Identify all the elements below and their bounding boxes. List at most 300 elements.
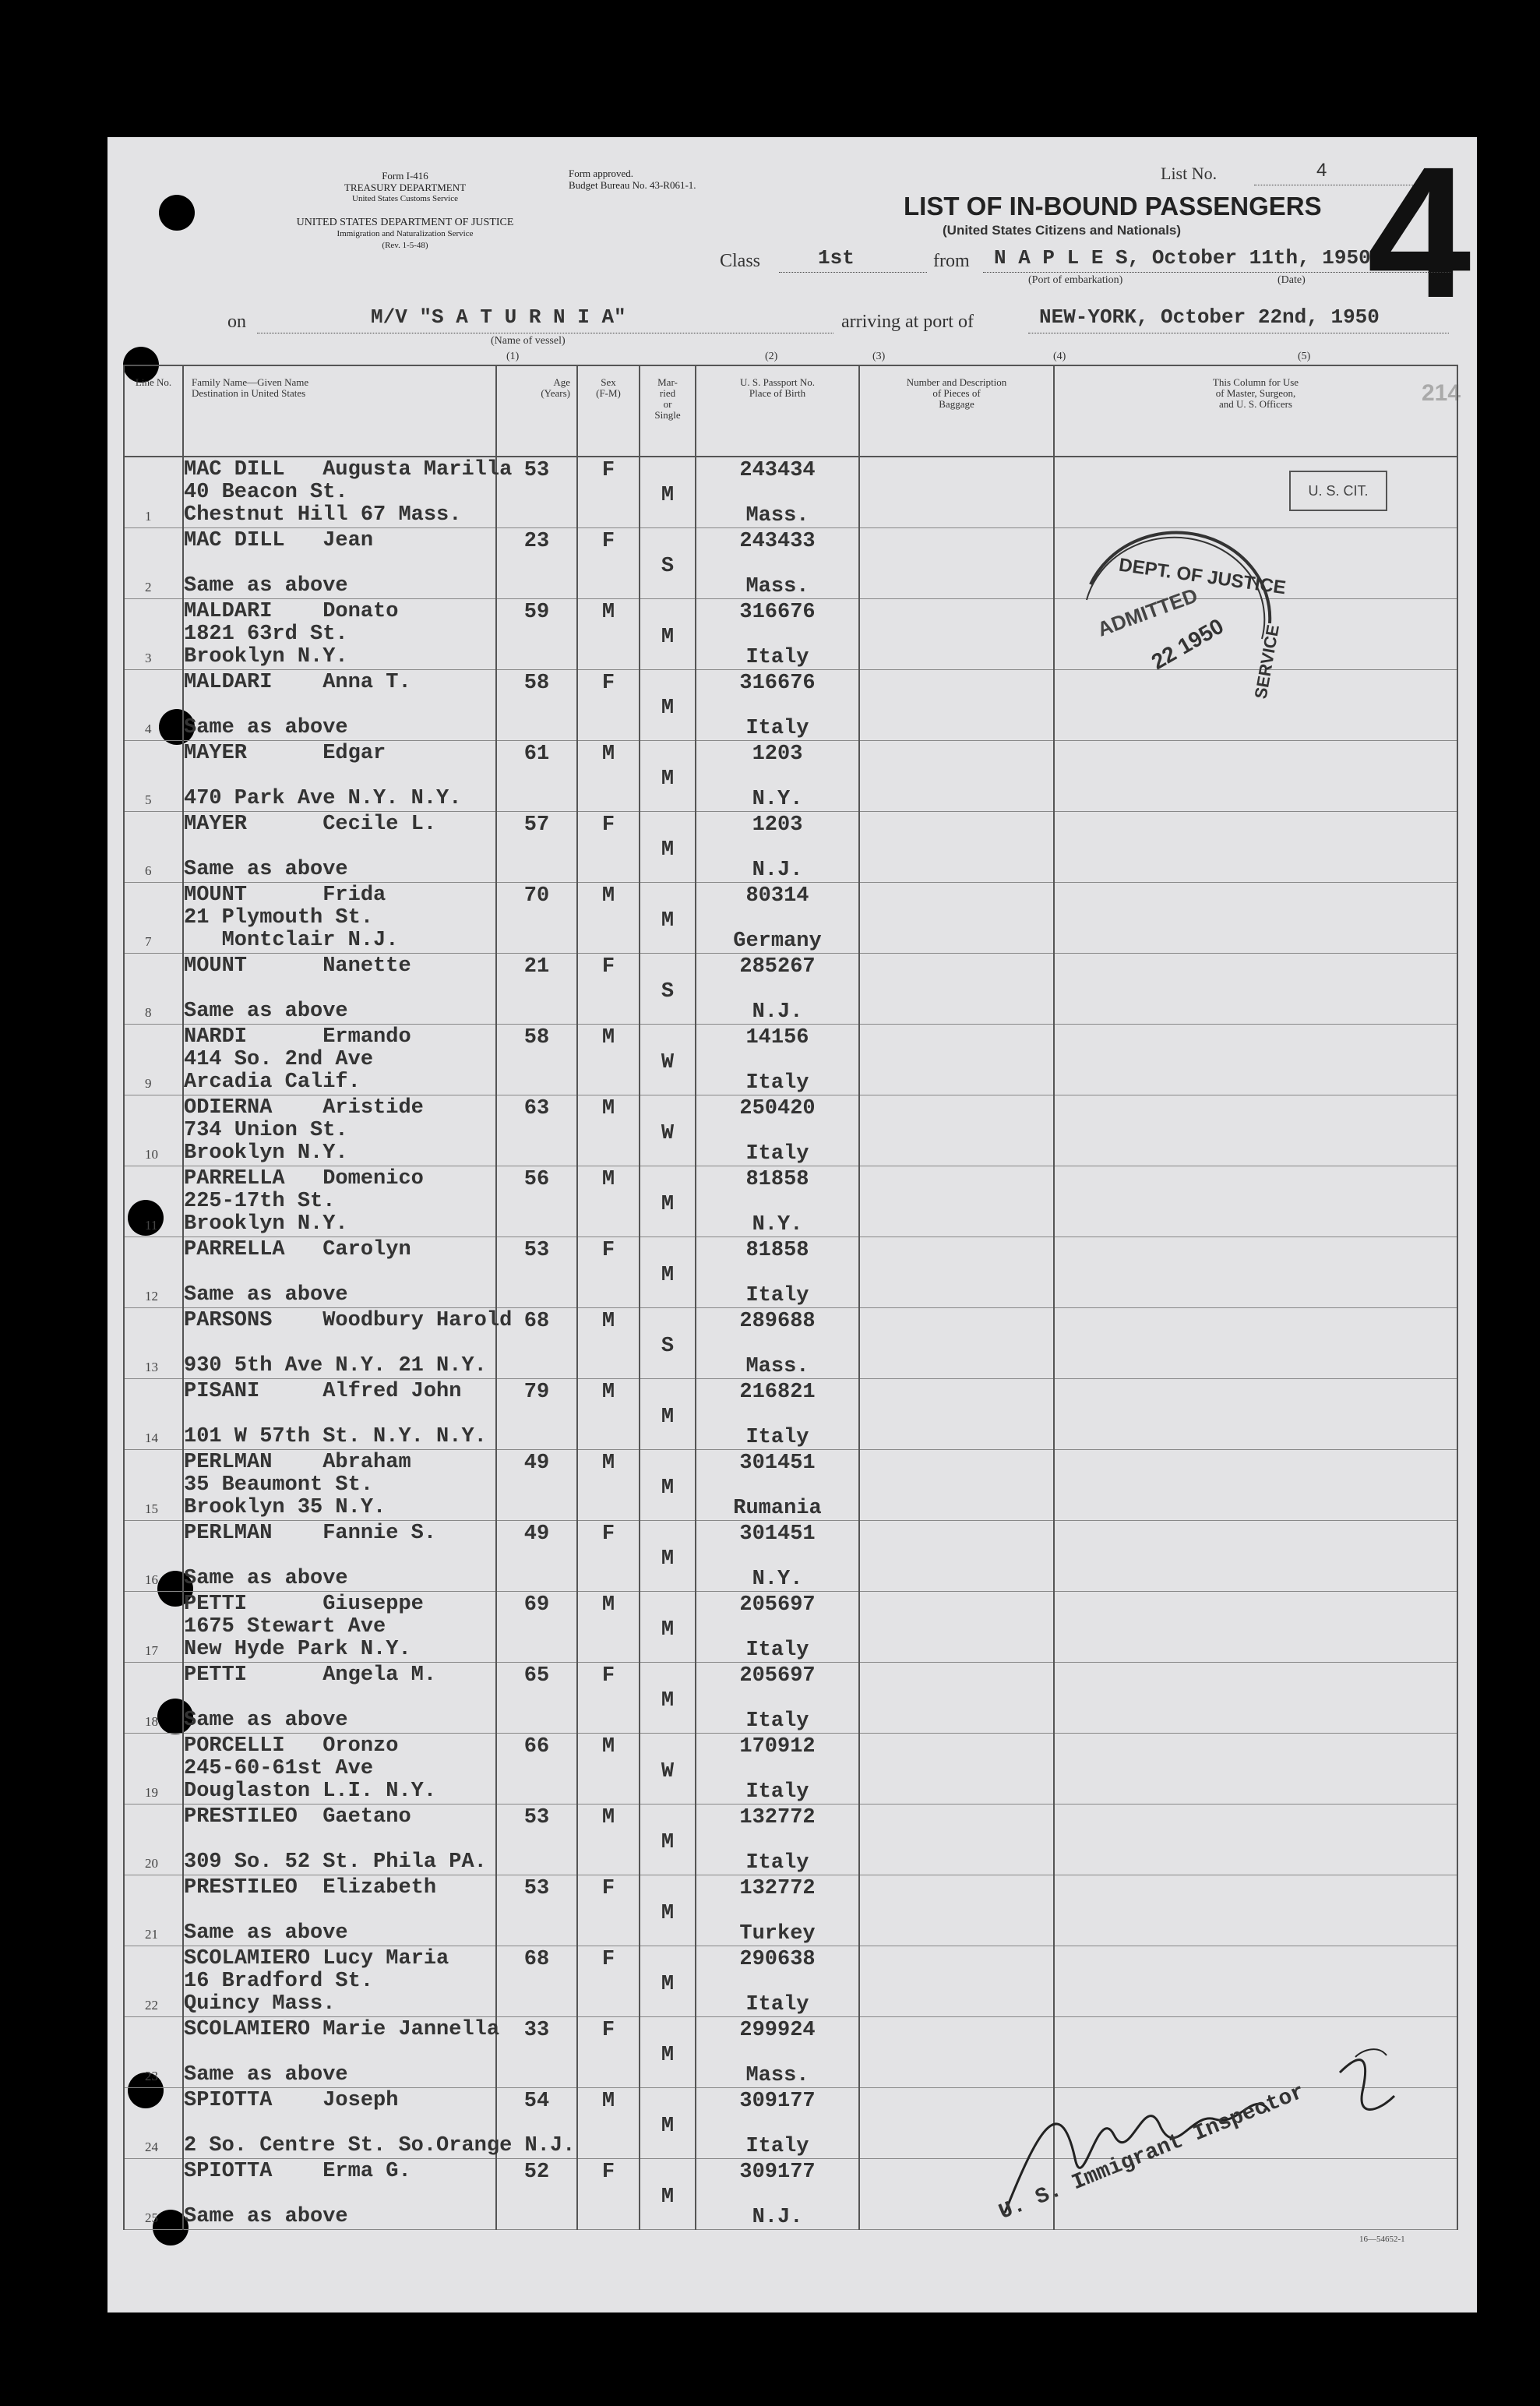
marital-value: M (661, 2186, 675, 2209)
married-cell (640, 2017, 696, 2088)
from-label: from (933, 251, 970, 271)
birth-place: Italy (745, 1426, 809, 1449)
col-passport-label: U. S. Passport No. Place of Birth (739, 376, 816, 399)
baggage-cell (859, 741, 1054, 812)
baggage-cell (859, 1166, 1054, 1237)
married-cell (640, 1025, 696, 1095)
baggage-cell (859, 528, 1054, 599)
sex-cell (577, 1592, 640, 1663)
age-value: 65 (523, 1664, 550, 1688)
name-line: Same as above (184, 2205, 348, 2228)
line-no-cell (124, 457, 183, 528)
name-line: 930 5th Ave N.Y. 21 N.Y. (184, 1354, 487, 1378)
sex-value: M (601, 743, 615, 766)
line-number: 16 (145, 1572, 158, 1587)
sex-value: F (601, 672, 615, 695)
form-id: Form I-416 (382, 170, 428, 182)
line-number: 8 (145, 1005, 152, 1020)
list-big-number: 4 (1367, 128, 1471, 337)
birth-place: Mass. (745, 2064, 809, 2087)
name-cell (183, 457, 513, 528)
name-cell (183, 2159, 496, 2230)
sex-value: F (601, 2161, 615, 2184)
baggage-cell (859, 1804, 1054, 1875)
master-cell (1054, 883, 1457, 954)
name-line (184, 1403, 495, 1426)
line-no-cell (124, 1308, 183, 1379)
date-caption: (Date) (1277, 274, 1306, 286)
table-header-row (124, 365, 1457, 457)
master-cell (1054, 1946, 1457, 2017)
name-line: Chestnut Hill 67 Mass. (184, 503, 462, 527)
name-destination (184, 1381, 495, 1448)
name-line: 309 So. 52 St. Phila PA. (184, 1850, 487, 1874)
arriving-line (1028, 332, 1449, 333)
master-cell (1054, 741, 1457, 812)
col-number: (4) (1053, 351, 1066, 362)
age-cell (496, 1592, 577, 1663)
birth-place: N.J. (752, 1000, 803, 1024)
sex-cell (577, 812, 640, 883)
line-no-cell (124, 1946, 183, 2017)
name-line (184, 1261, 495, 1284)
sex-cell (577, 1734, 640, 1804)
passport-cell (696, 741, 859, 812)
arriving-value: NEW-YORK, October 22nd, 1950 (1039, 305, 1380, 329)
name-cell (183, 1592, 496, 1663)
passport-number: 1203 (752, 743, 803, 766)
sex-value: F (601, 459, 615, 482)
passport-cell (696, 1095, 859, 1166)
name-line: MALDARI Anna T. (184, 671, 411, 694)
passport-cell (696, 2159, 859, 2230)
passport-cell (696, 1663, 859, 1734)
baggage-cell (859, 457, 1054, 528)
age-cell (496, 528, 577, 599)
name-destination (184, 955, 495, 1023)
passport-cell (696, 1946, 859, 2017)
marital-value: M (661, 1193, 675, 1216)
sex-value: M (601, 1168, 615, 1191)
name-line: PISANI Alfred John (184, 1380, 462, 1403)
line-number: 3 (145, 651, 152, 665)
name-cell (183, 1025, 496, 1095)
name-line (184, 552, 495, 575)
name-cell (183, 1379, 496, 1450)
marital-value: M (661, 838, 675, 862)
name-destination (184, 1309, 513, 1378)
age-cell (496, 599, 577, 670)
birth-place: Mass. (745, 504, 809, 527)
baggage-cell (859, 1734, 1054, 1804)
col-number: (1) (506, 351, 520, 362)
name-line: Same as above (184, 1567, 348, 1590)
col-line-no (124, 365, 183, 457)
line-number: 11 (145, 1218, 158, 1233)
married-cell (640, 2088, 696, 2159)
passport-number: 81858 (745, 1239, 809, 1262)
baggage-cell (859, 1379, 1054, 1450)
line-no-cell (124, 1166, 183, 1237)
marital-value: M (661, 626, 675, 649)
name-line: 470 Park Ave N.Y. N.Y. (184, 787, 462, 810)
master-cell (1054, 812, 1457, 883)
age-cell (496, 1379, 577, 1450)
stamp-date-text: 22 1950 (1147, 613, 1228, 675)
marital-value: M (661, 909, 675, 933)
passport-number: 1203 (752, 813, 803, 837)
name-line (184, 2183, 495, 2206)
sex-value: M (601, 1097, 615, 1120)
name-line: PARSONS Woodbury Harold (184, 1309, 513, 1332)
marital-value: M (661, 767, 675, 791)
married-cell (640, 599, 696, 670)
col-line-no-label: Line No. (135, 376, 172, 388)
name-destination (184, 1239, 495, 1307)
form-rev: (Rev. 1-5-48) (382, 241, 428, 250)
age-value: 54 (523, 2090, 550, 2113)
birth-place: N.J. (752, 859, 803, 882)
name-line: Brooklyn 35 N.Y. (184, 1496, 386, 1519)
passport-cell (696, 1592, 859, 1663)
name-line: 21 Plymouth St. (184, 906, 374, 930)
passport-cell (696, 2088, 859, 2159)
married-cell (640, 1663, 696, 1734)
birth-place: Italy (745, 1709, 809, 1733)
name-destination (184, 1097, 495, 1165)
age-value: 69 (523, 1593, 550, 1617)
age-cell (496, 1450, 577, 1521)
line-no-cell (124, 2017, 183, 2088)
name-line: SCOLAMIERO Lucy Maria (184, 1947, 449, 1970)
birth-place: Italy (745, 1071, 809, 1095)
birth-place: Germany (733, 930, 822, 953)
age-cell (496, 1025, 577, 1095)
married-cell (640, 883, 696, 954)
table-row (124, 883, 1457, 954)
married-cell (640, 1237, 696, 1308)
sex-value: M (601, 1593, 615, 1617)
married-cell (640, 812, 696, 883)
master-cell (1054, 1379, 1457, 1450)
name-line (184, 1332, 495, 1355)
marital-value: M (661, 697, 675, 720)
name-destination (184, 1026, 495, 1094)
master-cell (1054, 1734, 1457, 1804)
master-cell (1054, 1663, 1457, 1734)
name-cell (183, 1166, 496, 1237)
age-value: 68 (523, 1948, 550, 1971)
table-row (124, 1663, 1457, 1734)
age-cell (496, 2017, 577, 2088)
baggage-cell (859, 599, 1054, 670)
line-number: 4 (145, 721, 152, 736)
line-number: 24 (145, 2140, 158, 2154)
table-row (124, 1166, 1457, 1237)
passport-number: 309177 (739, 2090, 816, 2113)
marital-value: W (661, 1760, 675, 1783)
age-value: 79 (523, 1381, 550, 1404)
sex-value: M (601, 1381, 615, 1404)
master-cell (1054, 1592, 1457, 1663)
age-cell (496, 883, 577, 954)
us-cit-stamp: U. S. CIT. (1289, 471, 1387, 511)
baggage-cell (859, 883, 1054, 954)
sex-cell (577, 1521, 640, 1592)
name-line: SCOLAMIERO Marie Jannella (184, 2018, 500, 2041)
sex-cell (577, 457, 640, 528)
name-cell (183, 1095, 496, 1166)
age-cell (496, 812, 577, 883)
baggage-cell (859, 1592, 1054, 1663)
name-line: Brooklyn N.Y. (184, 645, 348, 669)
name-line: NARDI Ermando (184, 1025, 411, 1049)
passport-number: 243434 (739, 459, 816, 482)
age-value: 58 (523, 1026, 550, 1050)
marital-value: M (661, 1547, 675, 1571)
master-cell (1054, 457, 1457, 528)
passport-number: 290638 (739, 1948, 816, 1971)
master-cell (1054, 1450, 1457, 1521)
form-header-left (226, 170, 584, 205)
name-cell (183, 528, 496, 599)
line-no-cell (124, 1025, 183, 1095)
stamp-service-text: SERVICE (1250, 623, 1283, 700)
age-cell (496, 457, 577, 528)
line-no-cell (124, 812, 183, 883)
sex-value: F (601, 2019, 615, 2042)
passport-cell (696, 2017, 859, 2088)
line-no-cell (124, 1663, 183, 1734)
married-cell (640, 1450, 696, 1521)
passport-cell (696, 812, 859, 883)
passport-number: 80314 (745, 884, 809, 908)
name-line: MOUNT Frida (184, 884, 386, 907)
birth-place: Italy (745, 1851, 809, 1875)
master-cell (1054, 1804, 1457, 1875)
name-line (184, 1900, 495, 1922)
married-cell (640, 2159, 696, 2230)
ins-service: Immigration and Naturalization Service (337, 229, 474, 238)
name-destination (184, 1664, 495, 1732)
name-destination (184, 1735, 495, 1803)
age-value: 61 (523, 743, 550, 766)
passport-cell (696, 457, 859, 528)
line-number: 20 (145, 1856, 158, 1871)
master-cell (1054, 1521, 1457, 1592)
form-code: 16—54652-1 (1359, 2235, 1405, 2244)
age-value: 53 (523, 459, 550, 482)
line-no-cell (124, 883, 183, 954)
col-age-label: Age (Years) (541, 376, 570, 399)
birth-place: Mass. (745, 575, 809, 598)
page-number: 214 (1422, 380, 1461, 406)
name-line: 734 Union St. (184, 1119, 348, 1142)
married-cell (640, 1946, 696, 2017)
sex-value: F (601, 1877, 615, 1900)
name-cell (183, 1450, 496, 1521)
name-line: 245-60-61st Ave (184, 1757, 374, 1780)
sex-value: M (601, 1735, 615, 1759)
name-line: Quincy Mass. (184, 1992, 336, 2016)
name-destination (184, 1168, 495, 1236)
class-label: Class (720, 251, 761, 271)
name-line (184, 978, 495, 1000)
sex-value: F (601, 1522, 615, 1546)
table-row (124, 1379, 1457, 1450)
name-destination (184, 530, 495, 598)
line-number: 2 (145, 580, 152, 594)
name-destination (184, 1593, 495, 1661)
form-approval (569, 168, 787, 191)
master-cell (1054, 1025, 1457, 1095)
col-age (496, 365, 577, 457)
marital-value: S (661, 980, 675, 1004)
from-value: N A P L E S, October 11th, 1950 (994, 246, 1371, 270)
age-value: 21 (523, 955, 550, 979)
birth-place: Italy (745, 1284, 809, 1307)
name-line (184, 836, 495, 859)
name-cell (183, 1237, 496, 1308)
marital-value: M (661, 1264, 675, 1287)
age-value: 57 (523, 813, 550, 837)
sex-value: M (601, 2090, 615, 2113)
passport-cell (696, 1521, 859, 1592)
age-cell (496, 670, 577, 741)
name-cell (183, 1946, 496, 2017)
passport-cell (696, 1804, 859, 1875)
sex-value: F (601, 1239, 615, 1262)
name-line: SPIOTTA Joseph (184, 2089, 399, 2112)
age-value: 23 (523, 530, 550, 553)
birth-place: N.J. (752, 2206, 803, 2229)
baggage-cell (859, 1025, 1054, 1095)
line-no-cell (124, 2159, 183, 2230)
name-cell (183, 1521, 496, 1592)
name-line: PRESTILEO Gaetano (184, 1805, 411, 1829)
name-line: Same as above (184, 716, 348, 739)
age-cell (496, 954, 577, 1025)
age-value: 58 (523, 672, 550, 695)
name-destination (184, 601, 495, 669)
married-cell (640, 1734, 696, 1804)
sex-cell (577, 1804, 640, 1875)
baggage-cell (859, 1095, 1054, 1166)
age-cell (496, 741, 577, 812)
line-no-cell (124, 741, 183, 812)
name-line: 225-17th St. (184, 1190, 336, 1213)
name-line: PERLMAN Abraham (184, 1451, 411, 1474)
line-no-cell (124, 528, 183, 599)
age-value: 53 (523, 1239, 550, 1262)
sex-cell (577, 1308, 640, 1379)
age-cell (496, 1308, 577, 1379)
baggage-cell (859, 1450, 1054, 1521)
sex-cell (577, 2159, 640, 2230)
name-line: PERLMAN Fannie S. (184, 1522, 437, 1545)
line-number: 14 (145, 1431, 158, 1445)
name-line: MAYER Cecile L. (184, 813, 437, 836)
col-married-label: Mar- ried or Single (654, 376, 681, 421)
line-no-cell (124, 954, 183, 1025)
marital-value: M (661, 1902, 675, 1925)
stamp-justice-text: DEPT. OF JUSTICE (1117, 554, 1288, 599)
name-line: Brooklyn N.Y. (184, 1141, 348, 1165)
sex-cell (577, 1663, 640, 1734)
table-row (124, 1450, 1457, 1521)
passport-number: 301451 (739, 1522, 816, 1546)
name-line (184, 2041, 495, 2064)
married-cell (640, 528, 696, 599)
age-cell (496, 1734, 577, 1804)
birth-place: Italy (745, 2135, 809, 2158)
name-line: 101 W 57th St. N.Y. N.Y. (184, 1425, 487, 1448)
line-number: 7 (145, 934, 152, 949)
name-cell (183, 2017, 500, 2088)
sex-cell (577, 1166, 640, 1237)
name-line: Same as above (184, 1921, 348, 1945)
customs-service: United States Customs Service (352, 194, 458, 203)
table-row (124, 812, 1457, 883)
married-cell (640, 1095, 696, 1166)
birth-place: Mass. (745, 1355, 809, 1378)
age-cell (496, 1166, 577, 1237)
married-cell (640, 741, 696, 812)
name-line: MALDARI Donato (184, 600, 399, 623)
name-line: PARRELLA Carolyn (184, 1238, 411, 1261)
line-number: 6 (145, 863, 152, 878)
sex-cell (577, 1875, 640, 1946)
col-baggage (859, 365, 1054, 457)
birth-place: N.Y. (752, 1213, 803, 1237)
birth-place: Italy (745, 1142, 809, 1166)
line-no-cell (124, 1521, 183, 1592)
married-cell (640, 1592, 696, 1663)
marital-value: M (661, 2044, 675, 2067)
col-passport (696, 365, 859, 457)
name-line: Same as above (184, 1283, 348, 1307)
passport-cell (696, 1734, 859, 1804)
age-value: 66 (523, 1735, 550, 1759)
col-baggage-label: Number and Description of Pieces of Baggage (906, 376, 1007, 410)
list-no-label: List No. (1161, 164, 1218, 183)
baggage-cell (859, 1237, 1054, 1308)
name-destination (184, 1877, 495, 1945)
age-cell (496, 1521, 577, 1592)
passport-cell (696, 1379, 859, 1450)
age-value: 49 (523, 1522, 550, 1546)
master-cell (1054, 1095, 1457, 1166)
table-row (124, 1095, 1457, 1166)
sex-value: M (601, 1452, 615, 1475)
baggage-cell (859, 1521, 1054, 1592)
married-cell (640, 1308, 696, 1379)
age-cell (496, 1095, 577, 1166)
birth-place: Italy (745, 1780, 809, 1804)
married-cell (640, 1875, 696, 1946)
inspector-stamp: U. S. Immigrant Inspector (996, 2080, 1309, 2225)
passport-number: 205697 (739, 1593, 816, 1617)
line-no-cell (124, 1379, 183, 1450)
name-cell (183, 812, 496, 883)
sex-value: F (601, 1664, 615, 1688)
name-cell (183, 599, 496, 670)
name-line: 1675 Stewart Ave (184, 1615, 386, 1639)
name-line (184, 694, 495, 717)
married-cell (640, 1804, 696, 1875)
passport-number: 14156 (745, 1026, 809, 1050)
table-row (124, 1025, 1457, 1095)
